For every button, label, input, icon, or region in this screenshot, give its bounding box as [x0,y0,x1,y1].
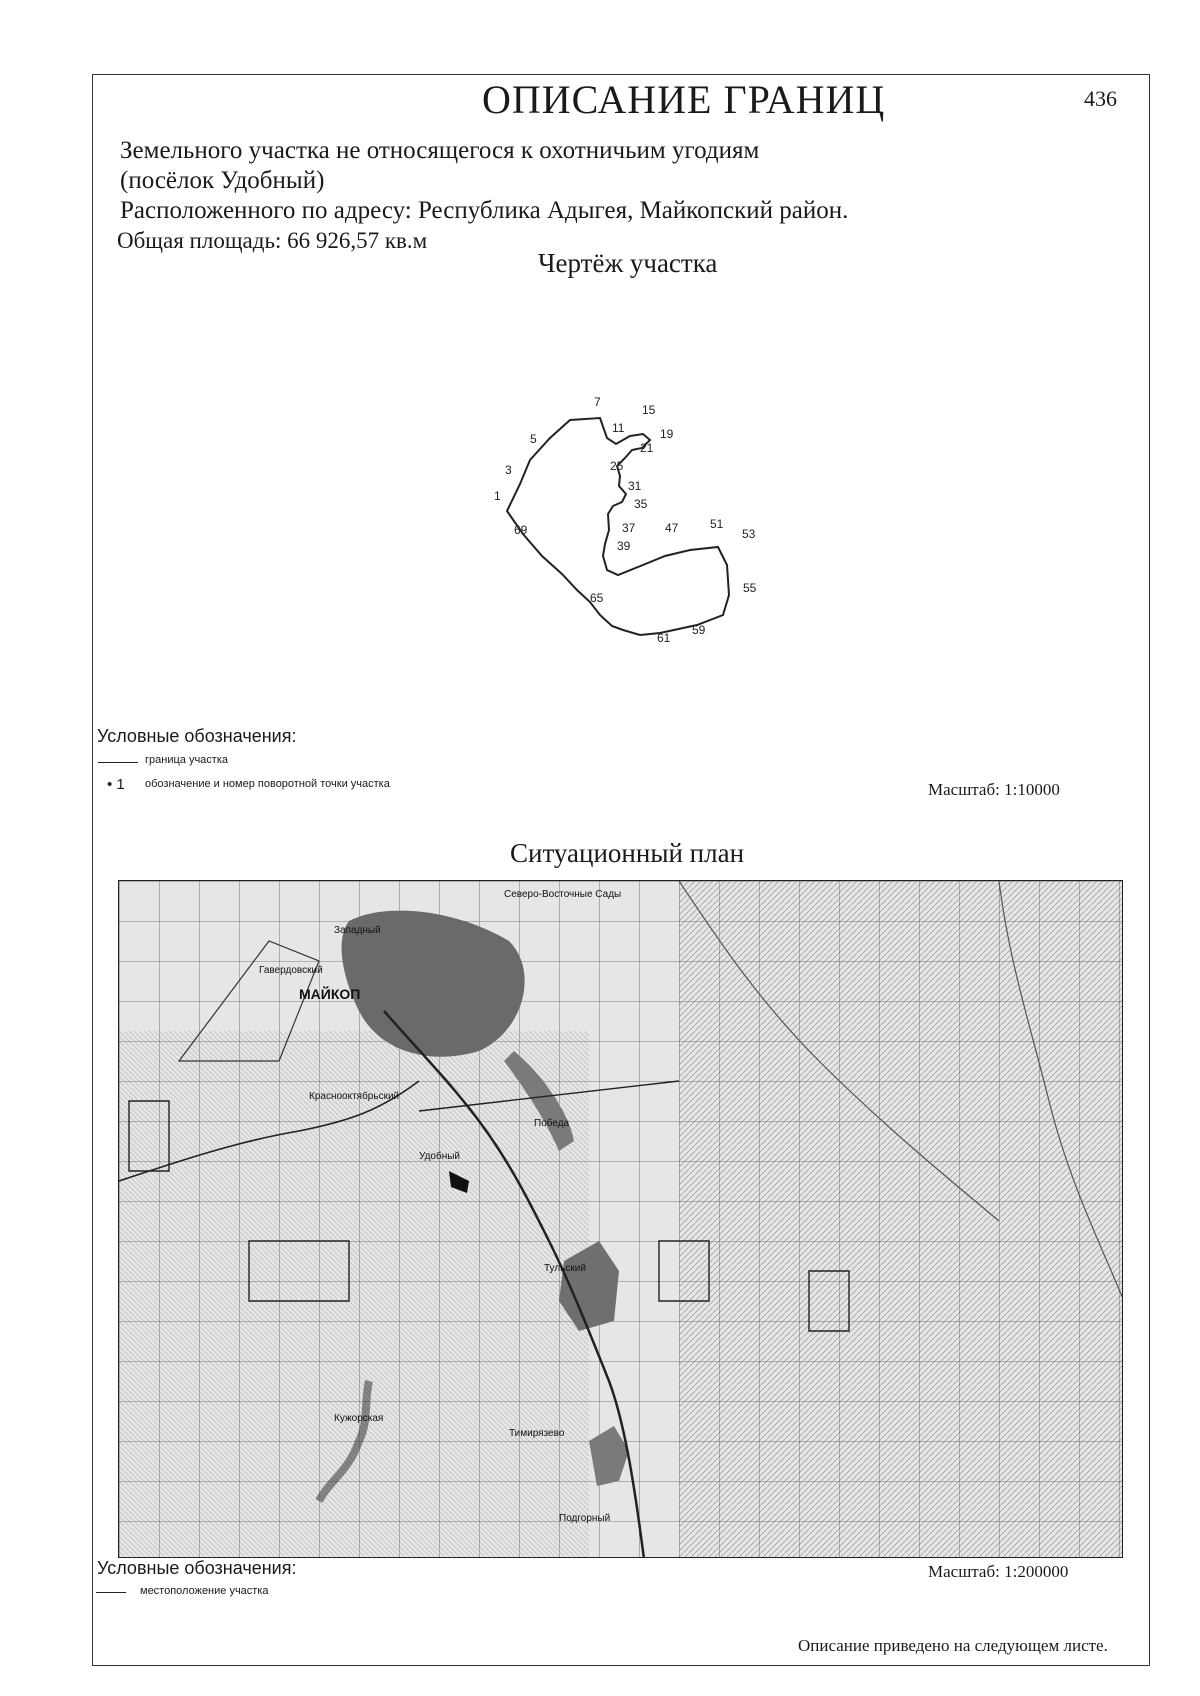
turn-point-label-1: 1 [494,489,501,503]
situation-plan-title: Ситуационный план [510,838,745,868]
map-label-krasnooktyabrsky: Краснооктябрьский [309,1091,400,1102]
drawing-scale: Масштаб: 1:10000 [928,780,1060,799]
turn-point-label-47: 47 [665,521,679,535]
location-legend-line [96,1592,126,1593]
drawing-title: Чертёж участка [538,248,718,278]
header-line-2: (посёлок Удобный) [120,167,325,194]
turn-point-label-21: 21 [640,441,654,455]
point-legend-marker: • 1 [107,776,125,793]
header-line-1: Земельного участка не относящегося к охотничьим угодиям [120,137,760,164]
map-label-pobeda: Победа [534,1118,570,1129]
map-label-gaverdovsky: Гавердовский [259,965,323,976]
situation-legend-heading: Условные обозначения: [97,1558,297,1578]
map-label-tulsky: Тульский [544,1263,586,1274]
map-label-timiryazevo: Тимирязево [509,1428,565,1439]
turn-point-label-61: 61 [657,631,671,645]
location-legend-label: местоположение участка [140,1585,269,1597]
situation-scale: Масштаб: 1:200000 [928,1562,1069,1581]
map-label-podgorny: Подгорный [559,1513,611,1524]
header-line-3: Расположенного по адресу: Республика Адыгея, Майкопский район. [120,197,849,224]
boundary-legend-label: граница участка [145,754,228,766]
boundary-legend-line [98,762,138,763]
turn-point-label-15: 15 [642,403,656,417]
turn-point-label-5: 5 [530,432,537,446]
legend-heading: Условные обозначения: [97,726,297,746]
turn-point-label-25: 25 [610,459,624,473]
footer-note: Описание приведено на следующем листе. [798,1636,1108,1655]
map-label-maikop: МАЙКОП [299,986,361,1002]
turn-point-label-51: 51 [710,517,724,531]
turn-point-label-11: 11 [612,421,625,435]
turn-point-label-35: 35 [634,497,648,511]
turn-point-label-69: 69 [514,523,528,537]
turn-point-label-3: 3 [505,463,512,477]
turn-point-label-53: 53 [742,527,756,541]
turn-point-label-31: 31 [628,479,642,493]
turn-point-label-7: 7 [594,395,601,409]
situation-map [118,880,1123,1558]
map-label-zapadny: Западный [334,925,381,936]
parcel-boundary [507,418,729,635]
turn-point-label-59: 59 [692,623,706,637]
turn-point-label-65: 65 [590,591,604,605]
turn-point-label-37: 37 [622,521,636,535]
point-legend-label: обозначение и номер поворотной точки участка [145,778,390,790]
page-title: ОПИСАНИЕ ГРАНИЦ [482,77,886,122]
map-graphics [119,881,1123,1558]
map-label-kuzhorskaya: Кужорская [334,1413,384,1424]
turn-point-label-39: 39 [617,539,631,553]
turn-point-label-55: 55 [743,581,757,595]
map-label-udobny: Удобный [419,1151,460,1162]
total-area: Общая площадь: 66 926,57 кв.м [117,228,428,253]
page-number: 436 [1084,86,1117,111]
map-label-northeast-gardens: Северо-Восточные Сады [504,889,622,900]
turn-point-label-19: 19 [660,427,674,441]
